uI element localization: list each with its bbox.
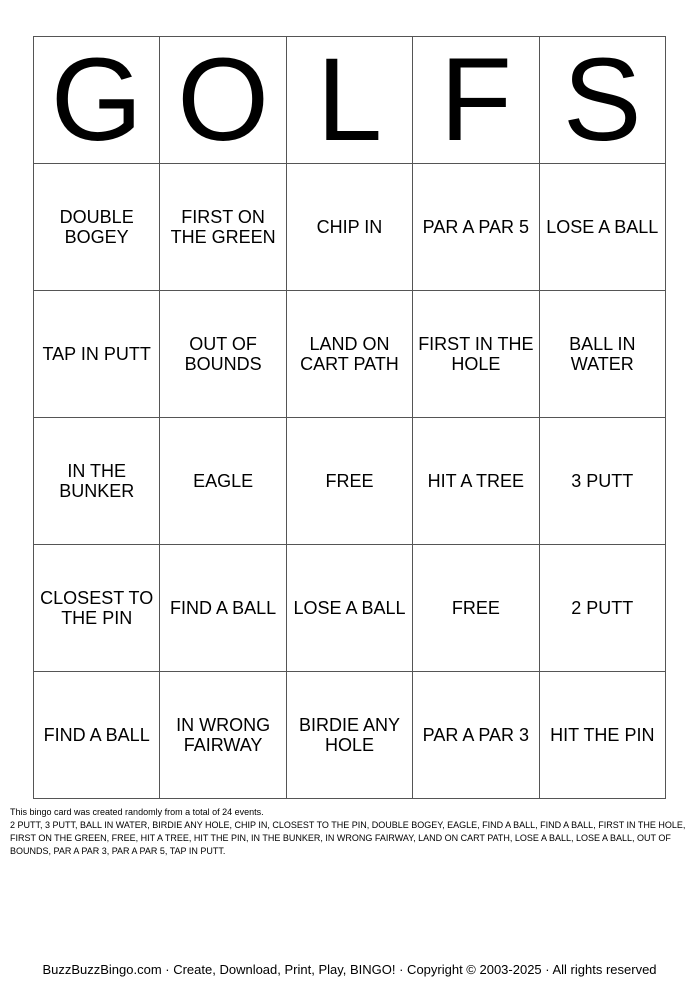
card-row	[34, 291, 666, 418]
card-row	[34, 164, 666, 291]
card-row	[34, 672, 666, 799]
card-cell: IN WRONG FAIRWAY	[160, 672, 286, 799]
header-row	[34, 37, 666, 164]
card-cell: PAR A PAR 5	[413, 164, 539, 291]
card-cell: LAND ON CART PATH	[286, 291, 412, 418]
footer-copyright: BuzzBuzzBingo.com · Create, Download, Print, Play, BINGO! · Copyright © 2003-2025 · All rights reserved	[42, 962, 657, 977]
header-letter: F	[413, 37, 539, 164]
card-cell: OUT OF BOUNDS	[160, 291, 286, 418]
header-letter: G	[34, 37, 160, 164]
card-cell: CLOSEST TO THE PIN	[34, 545, 160, 672]
card-cell: 2 PUTT	[539, 545, 665, 672]
card-cell: BIRDIE ANY HOLE	[286, 672, 412, 799]
card-row	[34, 545, 666, 672]
card-cell: 3 PUTT	[539, 418, 665, 545]
card-cell: FREE	[286, 418, 412, 545]
card-cell: HIT THE PIN	[539, 672, 665, 799]
header-letter: S	[539, 37, 665, 164]
card-cell: LOSE A BALL	[539, 164, 665, 291]
card-cell: FIND A BALL	[160, 545, 286, 672]
card-cell: FIND A BALL	[34, 672, 160, 799]
card-cell: TAP IN PUTT	[34, 291, 160, 418]
header-letter: L	[286, 37, 412, 164]
card-cell: CHIP IN	[286, 164, 412, 291]
card-cell: LOSE A BALL	[286, 545, 412, 672]
card-cell: BALL IN WATER	[539, 291, 665, 418]
card-cell: DOUBLE BOGEY	[34, 164, 160, 291]
event-list-text: 2 PUTT, 3 PUTT, BALL IN WATER, BIRDIE ANY HOLE, CHIP IN, CLOSEST TO THE PIN, DOUBLE BOGEY, EAGLE, FIND A BALL, FIND A BALL, FIRST IN THE HOLE, FIRST ON THE GREEN, FREE, HIT A TREE, HIT THE PIN, IN THE BUNKER, IN WRONG FAIRWAY, LAND ON CART PATH, LOSE A BALL, LOSE A BALL, OUT OF BOUNDS, PAR A PAR 3, PAR A PAR 5, TAP IN PUTT.	[10, 820, 686, 856]
header-letter: O	[160, 37, 286, 164]
bingo-card	[33, 36, 666, 799]
card-cell: EAGLE	[160, 418, 286, 545]
card-cell: FIRST IN THE HOLE	[413, 291, 539, 418]
event-count-text: This bingo card was created randomly from a total of 24 events.	[10, 807, 264, 817]
card-cell: FIRST ON THE GREEN	[160, 164, 286, 291]
card-cell: IN THE BUNKER	[34, 418, 160, 545]
card-row	[34, 418, 666, 545]
card-cell: HIT A TREE	[413, 418, 539, 545]
event-note	[10, 806, 690, 858]
card-cell: PAR A PAR 3	[413, 672, 539, 799]
card-cell: FREE	[413, 545, 539, 672]
